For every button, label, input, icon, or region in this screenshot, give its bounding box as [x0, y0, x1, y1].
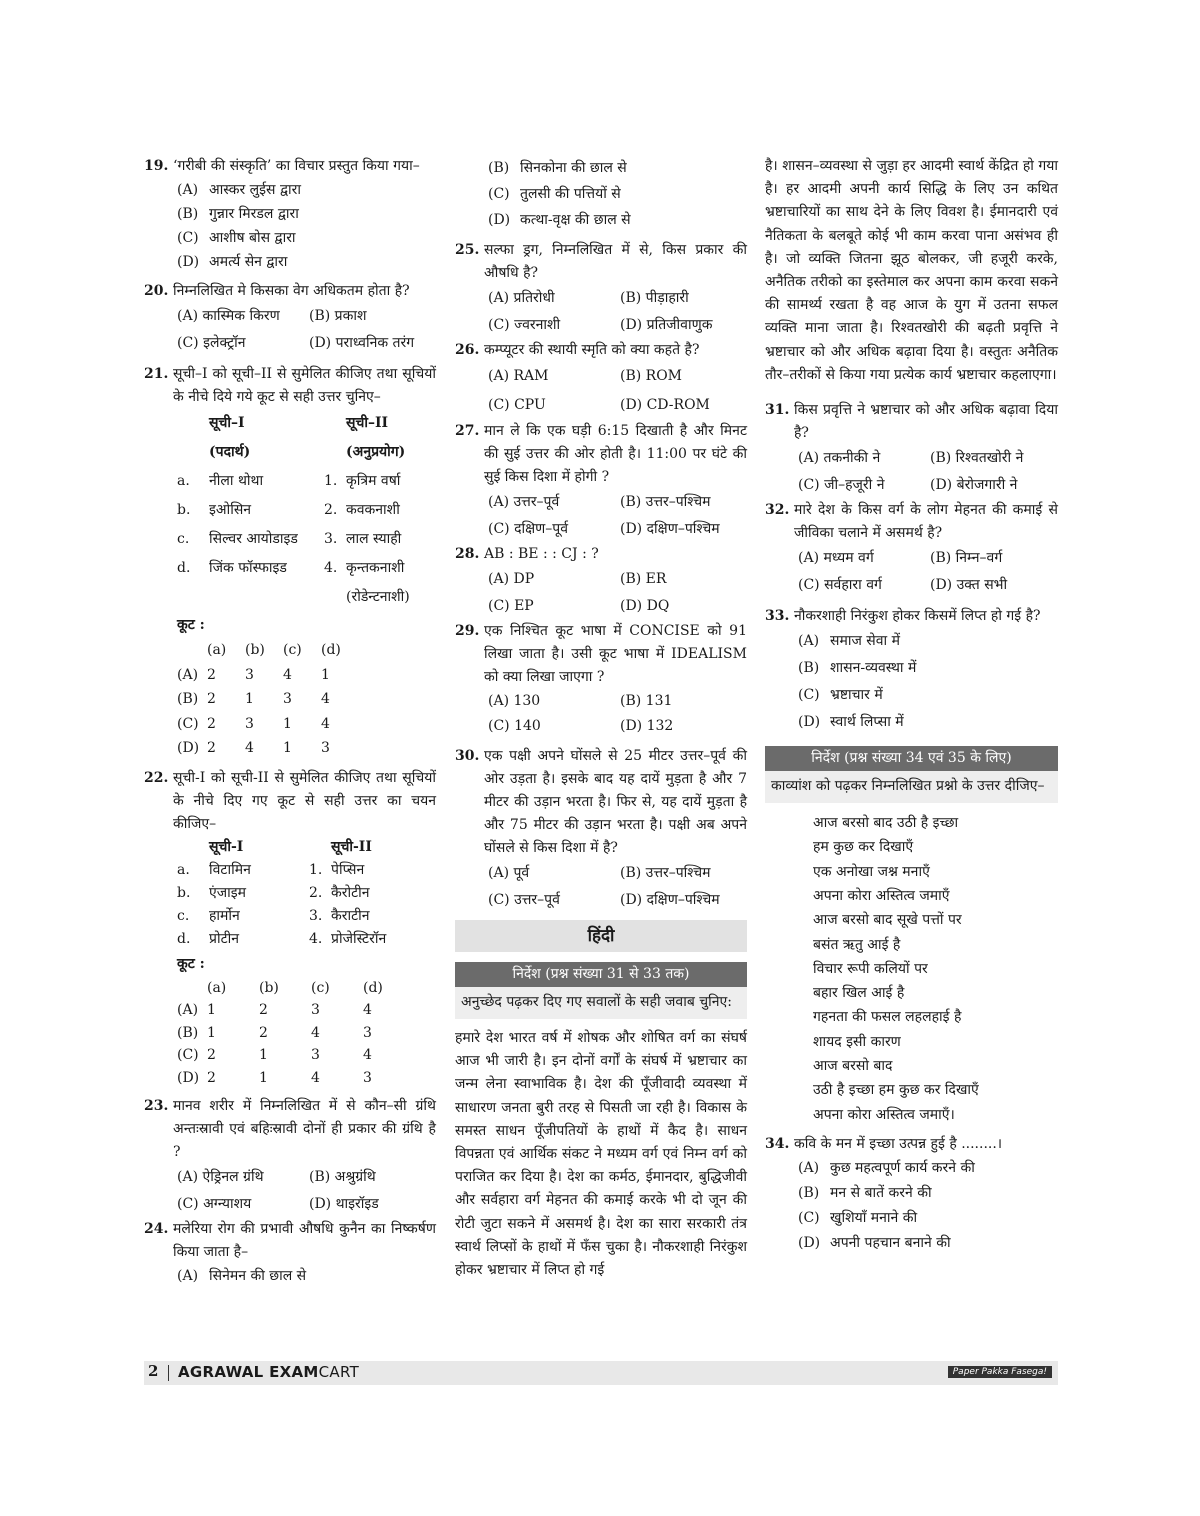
option-row: (C) खुशियाँ मनाने की	[798, 1209, 918, 1226]
option-row: (B) मन से बातें करने की	[798, 1184, 932, 1201]
question-27: 27. मान ले कि एक घड़ी 6:15 दिखाती है और मिनट की सुई उत्तर की ओर होती है। 11:00 पर घंटे की सुई किस दिशा में होगी ?	[455, 423, 747, 485]
question-32: 32. मारे देश के किस वर्ग के लोग मेहनत की कमाई से जीविका चलाने में असमर्थ है?	[765, 502, 1058, 542]
column-1	[144, 155, 436, 1288]
koot-label: कूट :	[177, 955, 205, 972]
question-31: 31. किस प्रवृत्ति ने भ्रष्टाचार को और अधिक बढ़ावा दिया है?	[765, 402, 1058, 442]
option-row: (D) अपनी पहचान बनाने की	[798, 1234, 951, 1251]
option-grid: (A) प्रतिरोधी (B) पीड़ाहारी (C) ज्वरनाशी (D) प्रतिजीवाणुक	[488, 290, 713, 333]
option-row: (D) कत्था-वृक्ष की छाल से	[488, 212, 631, 228]
footer-divider	[168, 1365, 169, 1381]
passage-continuation: है। शासन–व्यवस्था से जुड़ा हर आदमी स्वार्थ केंद्रित हो गया है। हर आदमी अपनी कार्य सिद्धि के लिए उन कथित भ्रष्टाचारियों का साथ देने के लिए विवश है। ईमानदारी एवं नैतिकता के बलबूते कोई भी काम करवा पाना असंभव ही है। जो व्यक्ति जितना झूठ बोलकर, जी हजूरी करके, अनैतिक तरीको का इस्तेमाल कर अपना काम करवा सकने की सामर्थ्य रखता है वह आज के युग में उतना सफल व्यक्ति माना जाता है। रिश्वतखोरी की बढ़ती प्रवृत्ति ने भ्रष्टाचार को और अधिक बढ़ावा दिया है। वस्तुतः अनैतिक तौर–तरीकों से किया गया प्रत्येक कार्य भ्रष्टाचार कहलाएगा।	[765, 158, 1058, 383]
directions-heading: निर्देश (प्रश्न संख्या 31 से 33 तक)	[455, 962, 747, 987]
section-heading: हिंदी	[455, 920, 747, 952]
option-row: (A) कुछ महत्वपूर्ण कार्य करने की	[798, 1159, 975, 1176]
option-row: (B) सिनकोना की छाल से	[488, 160, 627, 176]
koot-label: कूट :	[177, 617, 205, 633]
match-table-22: सूची-I सूची-II a. विटामिन 1. पेप्सिन b. एंजाइम 2. कैरोटीन c. हार्मोन 3. कैराटीन d. प्रोटीन 4. प्रोजेस्टिरॉन	[177, 838, 387, 947]
question-23: 23. मानव शरीर में निम्नलिखित में से कौन–सी ग्रंथि अन्तःस्रावी एवं बहिःस्रावी दोनों ही प्रकार की ग्रंथि है ?	[144, 1098, 436, 1160]
publisher-logo: AGRAWAL EXAMCART	[178, 1363, 360, 1381]
column-2	[455, 155, 747, 1282]
question-25: 25. सल्फा ड्रग, निम्नलिखित में से, किस प्रकार की औषधि है?	[455, 242, 747, 281]
question-19: 19. ‘गरीबी की संस्कृति’ का विचार प्रस्तुत किया गया–	[144, 158, 420, 174]
option-row: (B) गुन्नार मिरडल द्वारा	[177, 206, 299, 222]
option-grid: (A) उत्तर–पूर्व (B) उत्तर–पश्चिम (C) दक्षिण–पूर्व (D) दक्षिण–पश्चिम	[488, 494, 720, 537]
option-row: (A) समाज सेवा में	[798, 633, 900, 650]
directions-text: काव्यांश को पढ़कर निम्नलिखित प्रश्नो के उत्तर दीजिए–	[765, 771, 1058, 803]
page-number: 2	[148, 1362, 159, 1380]
option-row: (D) स्वार्थ लिप्सा में	[798, 714, 904, 731]
option-grid: (A) DP (B) ER (C) EP (D) DQ	[488, 571, 670, 614]
question-20: 20. निम्नलिखित मे किसका वेग अधिकतम होता है?	[144, 283, 410, 299]
passage-text: हमारे देश भारत वर्ष में शोषक और शोषित वर्ग का संघर्ष आज भी जारी है। इन दोनों वर्गों के संघर्ष में भ्रष्टाचार का जन्म लेना स्वाभाविक है। देश की पूँजीवादी व्यवस्था में साधारण जनता बुरी तरह से पिसती जा रही है। विकास के समस्त साधन पूँजीपतियों के हाथों में कैद है। साधन विपन्नता एवं आर्थिक संकट ने मध्यम वर्ग एवं निम्न वर्ग को पराजित कर दिया है। देश का कर्मठ, ईमानदार, बुद्धिजीवी और सर्वहारा वर्ग मेहनत की कमाई करके भी दो जून की रोटी जुटा सकने में असमर्थ है। देश का सारा सरकारी तंत्र स्वार्थ लिप्सों के हाथों में फँस चुका है। नौकरशाही निरंकुश होकर भ्रष्टाचार में लिप्त हो गई	[455, 1030, 747, 1279]
directions-text: अनुच्छेद पढ़कर दिए गए सवालों के सही जवाब चुनिए:	[455, 987, 747, 1019]
option-row: (C) तुलसी की पत्तियों से	[488, 186, 621, 202]
question-24: 24. मलेरिया रोग की प्रभावी औषधि कुनैन का निष्कर्षण किया जाता है–	[144, 1221, 436, 1260]
question-26: 26. कम्प्यूटर की स्थायी स्मृति को क्या कहते है?	[455, 342, 700, 358]
question-33: 33. नौकरशाही निरंकुश होकर किसमें लिप्त हो गई है?	[765, 608, 1041, 625]
directions-heading: निर्देश (प्रश्न संख्या 34 एवं 35 के लिए)	[765, 746, 1058, 771]
option-grid: (A) RAM (B) ROM (C) CPU (D) CD-ROM	[488, 368, 710, 413]
question-34: 34. कवि के मन में इच्छा उत्पन्न हुई है ........।	[765, 1135, 1003, 1152]
koot-table-21: (a) (b) (c) (d) (A) 2 3 4 1 (B) 2 1 3 4 (C) 2 3 1 4 (D) 2 4 1 3	[177, 642, 341, 756]
option-grid: (A) कास्मिक किरण (B) प्रकाश (C) इलेक्ट्रॉन (D) पराध्वनिक तरंग	[177, 308, 415, 351]
option-row: (D) अमर्त्य सेन द्वारा	[177, 254, 288, 270]
option-row: (C) आशीष बोस द्वारा	[177, 230, 296, 246]
koot-table-22: (a) (b) (c) (d) (A) 1 2 3 4 (B) 1 2 4 3 (C) 2 1 3 4 (D) 2 1 4 3	[177, 979, 383, 1086]
question-30: 30. एक पक्षी अपने घोंसले से 25 मीटर उत्तर–पूर्व की ओर उड़ता है। इसके बाद यह दायें मुड़ता है और 7 मीटर की उड़ान भरता है। फिर से, यह दायें मुड़ता है और 75 मीटर की उड़ान भरता है। पक्षी अब अपने घोंसले से किस दिशा में है?	[455, 748, 747, 856]
question-29: 29. एक निश्चित कूट भाषा में CONCISE को 91 लिखा जाता है। उसी कूट भाषा में IDEALISM को क्या लिखा जाएगा ?	[455, 623, 747, 685]
option-row: (B) शासन-व्यवस्था में	[798, 660, 917, 677]
column-3	[765, 155, 1058, 1256]
option-grid: (A) तकनीकी ने (B) रिश्वतखोरी ने (C) जी–हजूरी ने (D) बेरोजगारी ने	[798, 450, 1024, 494]
option-grid: (A) ऐड्रिनल ग्रंथि (B) अश्रुग्रंथि (C) अग्न्याशय (D) थाइरॉइड	[177, 1169, 379, 1212]
match-table-21: सूची–I सूची–II (पदार्थ) (अनुप्रयोग) a. नीला थोथा 1. कृत्रिम वर्षा b. इओसिन 2. कवकनाशी c. सिल्वर आयोडाइड 3. लाल स्याही d. जिंक फॉस्फाइड 4. कृन्तकनाशी (रोडेन्टनाशी)	[177, 415, 410, 605]
question-21: 21. सूची–I को सूची–II से सुमेलित कीजिए तथा सूचियों के नीचे दिये गये कूट से सही उत्तर चुनिए–	[144, 366, 436, 405]
option-row: (C) भ्रष्टाचार में	[798, 687, 883, 704]
option-grid: (A) पूर्व (B) उत्तर–पश्चिम (C) उत्तर–पूर्व (D) दक्षिण–पश्चिम	[488, 865, 720, 908]
tagline-badge: Paper Pakka Fasega!	[948, 1366, 1052, 1378]
option-row: (A) सिनेमन की छाल से	[177, 1268, 307, 1284]
question-28: 28. AB : BE : : CJ : ?	[455, 546, 599, 562]
question-22: 22. सूची-I को सूची-II से सुमेलित कीजिए तथा सूचियों के नीचे दिए गए कूट से सही उत्तर का चयन कीजिए–	[144, 769, 436, 832]
option-grid: (A) मध्यम वर्ग (B) निम्न–वर्ग (C) सर्वहारा वर्ग (D) उक्त सभी	[798, 550, 1008, 594]
option-grid: (A) 130 (B) 131 (C) 140 (D) 132	[488, 693, 674, 734]
page-footer	[144, 1361, 1058, 1385]
option-row: (A) आस्कर लुईस द्वारा	[177, 182, 301, 198]
poem: आज बरसो बाद उठी है इच्छा हम कुछ कर दिखाएँ एक अनोखा जश्न मनाएँ अपना कोरा अस्तित्व जमाएँ आज बरसो बाद सूखे पत्तों पर बसंत ऋतु आई है विचार रूपी कलियों पर बहार खिल आई है गहनता की फसल लहलहाई है शायद इसी कारण आज बरसो बाद उठी है इच्छा हम कुछ कर दिखाएँ अपना कोरा अस्तित्व जमाएँ।	[813, 815, 979, 1123]
